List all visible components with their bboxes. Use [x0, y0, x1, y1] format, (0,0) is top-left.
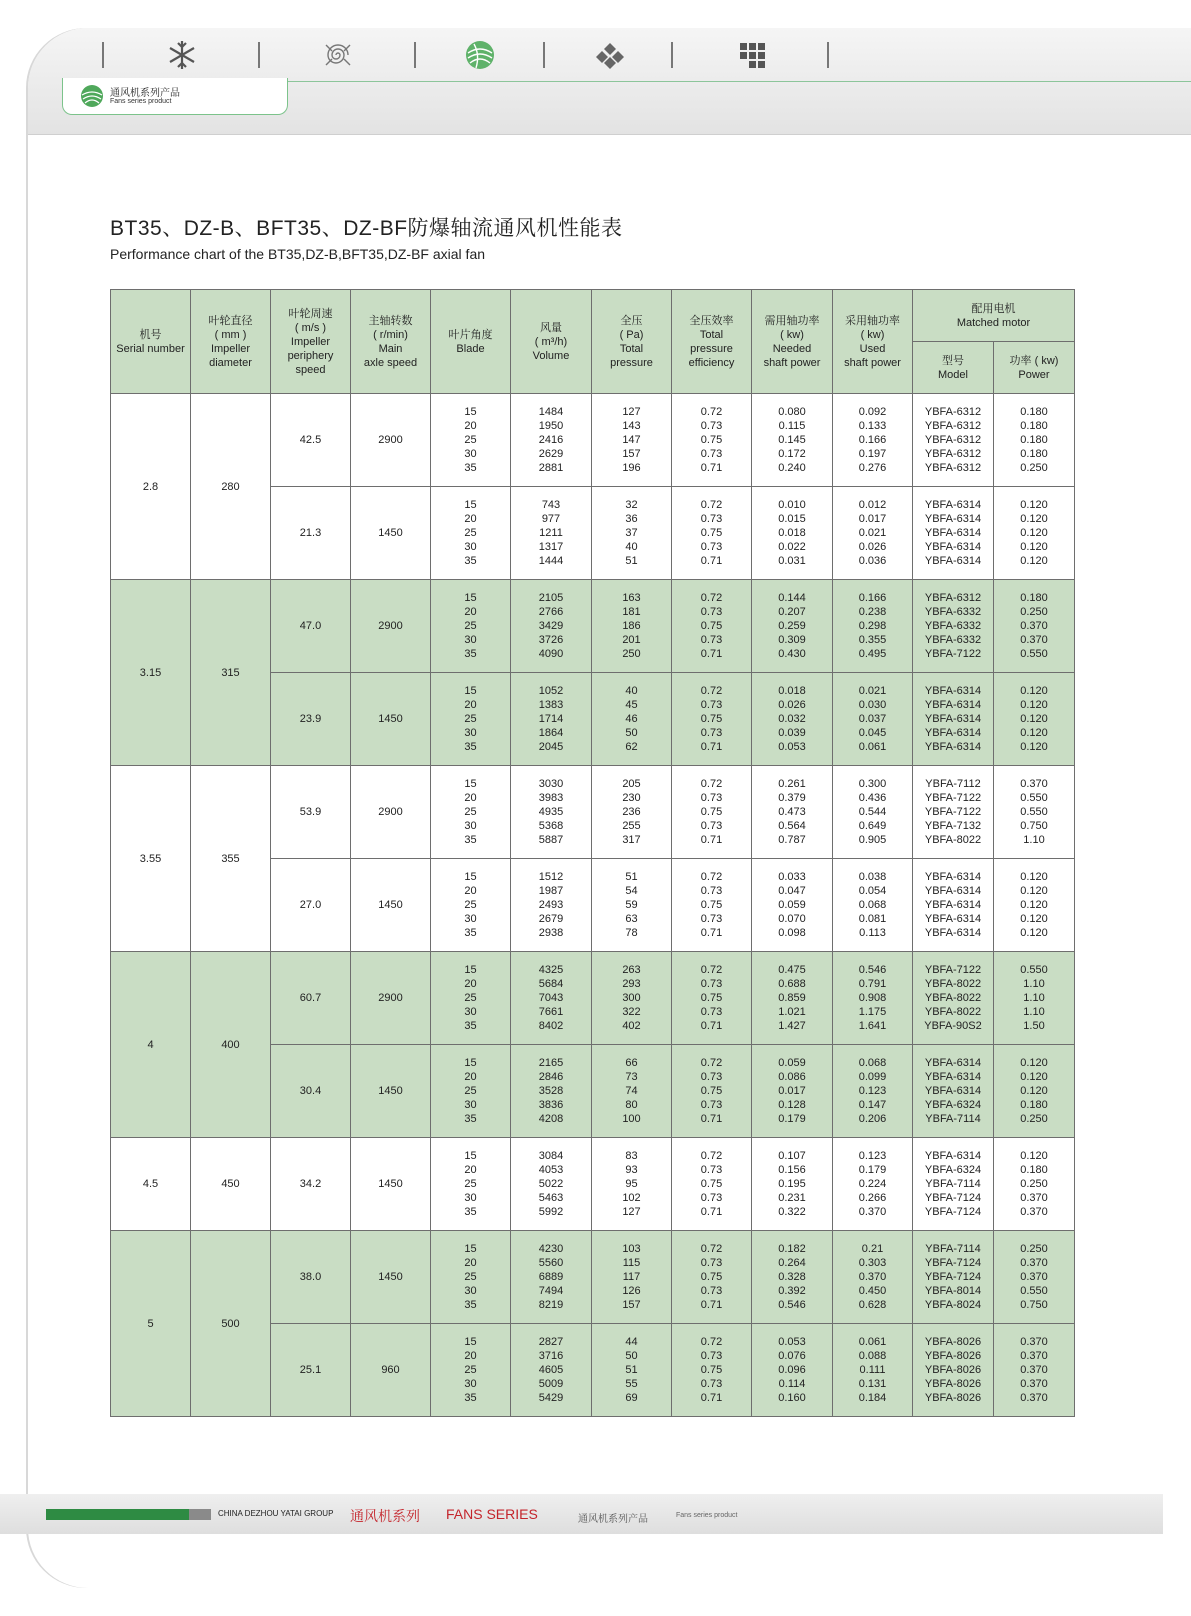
cell-efficiencies: [672, 859, 752, 952]
footer-group-name: CHINA DEZHOU YATAI GROUP: [218, 1509, 334, 1518]
cell-axle-speed-text: 1450: [378, 1085, 403, 1097]
cell-motor-models: [913, 580, 994, 673]
cell-efficiencies-text: 0.72 0.73 0.75 0.73 0.71: [700, 964, 723, 1032]
cell-serial-number: 2.8: [111, 394, 191, 580]
cell-used-power-text: 0.546 0.791 0.908 1.175 1.641: [858, 964, 887, 1032]
cell-used-power-text: 0.123 0.179 0.224 0.266 0.370: [858, 1150, 887, 1218]
cell-axle-speed: [351, 1045, 431, 1138]
cell-axle-speed: [351, 952, 431, 1045]
table-row: [111, 580, 1075, 673]
cell-motor-powers: [994, 859, 1075, 952]
cell-periphery-speed-text: 27.0: [299, 899, 322, 911]
cell-impeller-diameter: 450: [191, 1138, 271, 1231]
cell-pressures: [592, 1231, 672, 1324]
cell-motor-powers-text: 0.180 0.250 0.370 0.370 0.550: [1020, 592, 1048, 660]
cell-needed-power: [752, 1324, 833, 1417]
spiral-icon: [321, 38, 355, 72]
footer-series-en: FANS SERIES: [446, 1506, 538, 1522]
cell-needed-power: [752, 580, 833, 673]
cell-axle-speed-text: 2900: [378, 434, 403, 446]
cell-blade-angles: [431, 1045, 511, 1138]
cell-periphery-speed-text: 23.9: [299, 713, 322, 725]
cell-pressures-text: 103 115 117 126 157: [622, 1243, 641, 1311]
cell-serial-number: 4: [111, 952, 191, 1138]
cell-efficiencies-text: 0.72 0.73 0.75 0.73 0.71: [700, 685, 723, 753]
cell-motor-models-text: YBFA-6314 YBFA-6314 YBFA-6314 YBFA-6324 YBFA-7114: [924, 1057, 982, 1125]
cell-blade-angles: [431, 580, 511, 673]
cell-motor-models: [913, 859, 994, 952]
cell-motor-models-text: YBFA-6314 YBFA-6324 YBFA-7114 YBFA-7124 YBFA-7124: [924, 1150, 982, 1218]
cell-motor-models: [913, 673, 994, 766]
cell-pressures-text: 51 54 59 63 78: [625, 871, 638, 939]
serial-group: [111, 580, 1075, 766]
cell-pressures: [592, 859, 672, 952]
cell-pressures-text: 40 45 46 50 62: [625, 685, 638, 753]
cell-motor-powers: [994, 1045, 1075, 1138]
cell-efficiencies: [672, 1045, 752, 1138]
cell-axle-speed: [351, 1138, 431, 1231]
cell-needed-power: [752, 487, 833, 580]
cell-impeller-diameter: 355: [191, 766, 271, 952]
cell-used-power-text: 0.068 0.099 0.123 0.147 0.206: [858, 1057, 887, 1125]
cell-periphery-speed-text: 34.2: [299, 1178, 322, 1190]
cell-used-power-text: 0.012 0.017 0.021 0.026 0.036: [858, 499, 887, 567]
cell-motor-models: [913, 1138, 994, 1231]
cell-axle-speed: [351, 1231, 431, 1324]
cell-needed-power-text: 0.010 0.015 0.018 0.022 0.031: [778, 499, 806, 567]
cell-periphery-speed-text: 21.3: [299, 527, 322, 539]
cell-serial-number: 3.55: [111, 766, 191, 952]
cell-motor-models-text: YBFA-7122 YBFA-8022 YBFA-8022 YBFA-8022 YBFA-90S2: [924, 964, 982, 1032]
cell-axle-speed-text: 2900: [378, 992, 403, 1004]
cell-impeller-diameter: 280: [191, 394, 271, 580]
header-separator: [102, 42, 104, 68]
cell-axle-speed: [351, 766, 431, 859]
cell-volumes-text: 743 977 1211 1317 1444: [538, 499, 564, 567]
cell-pressures: [592, 766, 672, 859]
cell-motor-models: [913, 394, 994, 487]
brand-name-en: Fans series product: [110, 98, 172, 105]
footer-gray-bar: [189, 1509, 211, 1520]
cell-needed-power-text: 0.059 0.086 0.017 0.128 0.179: [778, 1057, 806, 1125]
footer-green-bar: [46, 1509, 189, 1520]
cell-used-power-text: 0.038 0.054 0.068 0.081 0.113: [858, 871, 887, 939]
cell-periphery-speed: [271, 1045, 351, 1138]
cell-used-power-text: 0.092 0.133 0.166 0.197 0.276: [858, 406, 887, 474]
cell-needed-power-text: 0.033 0.047 0.059 0.070 0.098: [778, 871, 806, 939]
cell-motor-models-text: YBFA-6312 YBFA-6312 YBFA-6312 YBFA-6312 YBFA-6312: [924, 406, 982, 474]
cell-motor-powers: [994, 394, 1075, 487]
cell-pressures: [592, 394, 672, 487]
cell-needed-power: [752, 1231, 833, 1324]
cell-blade-angles: [431, 394, 511, 487]
cell-periphery-speed-text: 42.5: [299, 434, 322, 446]
cell-blade-angles-text: 15 20 25 30 35: [464, 1336, 477, 1404]
cell-serial-number: 3.15: [111, 580, 191, 766]
cell-volumes: [511, 673, 592, 766]
cell-used-power: [833, 859, 913, 952]
cell-motor-powers-text: 0.250 0.370 0.370 0.550 0.750: [1020, 1243, 1048, 1311]
header-separator: [543, 42, 545, 68]
header-motor-power: 功率 ( kw) Power: [994, 342, 1075, 394]
cell-motor-powers-text: 0.120 0.180 0.250 0.370 0.370: [1020, 1150, 1048, 1218]
cell-periphery-speed: [271, 952, 351, 1045]
cell-axle-speed-text: 1450: [378, 1178, 403, 1190]
header-serial-number: 机号 Serial number: [111, 290, 191, 394]
cell-periphery-speed: [271, 1138, 351, 1231]
snowflake-icon: [165, 38, 199, 72]
cell-used-power-text: 0.166 0.238 0.298 0.355 0.495: [858, 592, 887, 660]
cell-motor-models-text: YBFA-6314 YBFA-6314 YBFA-6314 YBFA-6314 YBFA-6314: [924, 499, 982, 567]
cell-axle-speed-text: 1450: [378, 899, 403, 911]
cell-motor-powers: [994, 1231, 1075, 1324]
cell-volumes-text: 4230 5560 6889 7494 8219: [538, 1243, 564, 1311]
serial-group: [111, 952, 1075, 1138]
cell-efficiencies-text: 0.72 0.73 0.75 0.73 0.71: [700, 778, 723, 846]
table-row: [111, 1138, 1075, 1231]
cell-volumes-text: 3030 3983 4935 5368 5887: [538, 778, 564, 846]
page-header: [28, 28, 1191, 135]
cell-volumes-text: 2105 2766 3429 3726 4090: [538, 592, 564, 660]
cell-motor-models-text: YBFA-6312 YBFA-6332 YBFA-6332 YBFA-6332 YBFA-7122: [924, 592, 982, 660]
cell-volumes: [511, 952, 592, 1045]
table-row: [111, 1231, 1075, 1324]
cell-efficiencies-text: 0.72 0.73 0.75 0.73 0.71: [700, 1150, 723, 1218]
cell-axle-speed: [351, 394, 431, 487]
cell-used-power: [833, 1045, 913, 1138]
header-separator: [414, 42, 416, 68]
cell-periphery-speed-text: 60.7: [299, 992, 322, 1004]
cell-axle-speed-text: 1450: [378, 713, 403, 725]
cell-pressures-text: 66 73 74 80 100: [622, 1057, 641, 1125]
cell-blade-angles: [431, 859, 511, 952]
cell-used-power-text: 0.061 0.088 0.111 0.131 0.184: [858, 1336, 887, 1404]
header-efficiency: 全压效率 Total pressure efficiency: [672, 290, 752, 394]
cell-motor-powers: [994, 580, 1075, 673]
cell-axle-speed-text: 2900: [378, 620, 403, 632]
cell-motor-powers-text: 0.120 0.120 0.120 0.180 0.250: [1020, 1057, 1048, 1125]
cell-motor-models: [913, 487, 994, 580]
cell-blade-angles-text: 15 20 25 30 35: [464, 1057, 477, 1125]
header-separator: [258, 42, 260, 68]
leaf-globe-icon: [463, 38, 497, 72]
cell-motor-powers: [994, 673, 1075, 766]
header-total-pressure: 全压 ( Pa) Total pressure: [592, 290, 672, 394]
brand-name-cn: 通风机系列产品: [110, 88, 180, 99]
cell-periphery-speed: [271, 859, 351, 952]
grid-tiles-icon: [735, 38, 769, 72]
cell-periphery-speed-text: 38.0: [299, 1271, 322, 1283]
cell-periphery-speed: [271, 673, 351, 766]
cell-motor-models: [913, 766, 994, 859]
cell-needed-power: [752, 952, 833, 1045]
cell-blade-angles: [431, 1231, 511, 1324]
cell-motor-powers: [994, 487, 1075, 580]
page-title: BT35、DZ-B、BFT35、DZ-BF防爆轴流通风机性能表: [110, 217, 623, 240]
cell-axle-speed-text: 1450: [378, 1271, 403, 1283]
cell-needed-power-text: 0.475 0.688 0.859 1.021 1.427: [778, 964, 806, 1032]
cell-used-power: [833, 952, 913, 1045]
cell-needed-power: [752, 673, 833, 766]
cell-efficiencies: [672, 1231, 752, 1324]
cell-axle-speed: [351, 580, 431, 673]
cell-serial-number: 4.5: [111, 1138, 191, 1231]
cell-motor-models-text: YBFA-8026 YBFA-8026 YBFA-8026 YBFA-8026 YBFA-8026: [924, 1336, 982, 1404]
cell-volumes: [511, 487, 592, 580]
cell-blade-angles: [431, 673, 511, 766]
cell-pressures: [592, 487, 672, 580]
cell-axle-speed-text: 960: [381, 1364, 400, 1376]
cell-motor-powers-text: 0.120 0.120 0.120 0.120 0.120: [1020, 685, 1048, 753]
cell-needed-power: [752, 1138, 833, 1231]
header-axle-speed: 主轴转数 ( r/min) Main axle speed: [351, 290, 431, 394]
cell-volumes: [511, 394, 592, 487]
header-matched-motor: 配用电机 Matched motor: [913, 290, 1075, 342]
cell-volumes-text: 2827 3716 4605 5009 5429: [538, 1336, 564, 1404]
cell-periphery-speed: [271, 1231, 351, 1324]
cell-motor-models-text: YBFA-6314 YBFA-6314 YBFA-6314 YBFA-6314 YBFA-6314: [924, 685, 982, 753]
header-separator: [827, 42, 829, 68]
cell-pressures-text: 205 230 236 255 317: [622, 778, 641, 846]
cell-blade-angles-text: 15 20 25 30 35: [464, 1243, 477, 1311]
cell-blade-angles-text: 15 20 25 30 35: [464, 964, 477, 1032]
cell-axle-speed: [351, 673, 431, 766]
serial-group: [111, 766, 1075, 952]
footer-product-cn: 通风机系列产品: [578, 1514, 648, 1525]
cell-used-power: [833, 1324, 913, 1417]
footer-series-cn: 通风机系列: [350, 1510, 420, 1525]
cell-motor-models-text: YBFA-7114 YBFA-7124 YBFA-7124 YBFA-8014 YBFA-8024: [924, 1243, 982, 1311]
cell-volumes-text: 4325 5684 7043 7661 8402: [538, 964, 564, 1032]
cell-axle-speed: [351, 859, 431, 952]
cell-motor-powers-text: 0.370 0.550 0.550 0.750 1.10: [1020, 778, 1048, 846]
cell-axle-speed-text: 2900: [378, 806, 403, 818]
cell-motor-models-text: YBFA-6314 YBFA-6314 YBFA-6314 YBFA-6314 YBFA-6314: [924, 871, 982, 939]
cell-efficiencies-text: 0.72 0.73 0.75 0.73 0.71: [700, 406, 723, 474]
table-row: [111, 952, 1075, 1045]
cell-axle-speed-text: 1450: [378, 527, 403, 539]
cell-motor-powers-text: 0.180 0.180 0.180 0.180 0.250: [1020, 406, 1048, 474]
pinecone-icon: [593, 38, 627, 72]
cell-motor-powers: [994, 1138, 1075, 1231]
cell-motor-powers-text: 0.120 0.120 0.120 0.120 0.120: [1020, 499, 1048, 567]
cell-pressures: [592, 580, 672, 673]
table-row: [111, 766, 1075, 859]
cell-efficiencies-text: 0.72 0.73 0.75 0.73 0.71: [700, 592, 723, 660]
cell-impeller-diameter: 400: [191, 952, 271, 1138]
cell-used-power: [833, 580, 913, 673]
cell-needed-power-text: 0.261 0.379 0.473 0.564 0.787: [778, 778, 806, 846]
brand-logo-icon: [80, 84, 104, 108]
header-used-power: 采用轴功率 ( kw) Used shaft power: [833, 290, 913, 394]
cell-motor-powers: [994, 766, 1075, 859]
cell-blade-angles-text: 15 20 25 30 35: [464, 592, 477, 660]
cell-pressures: [592, 1045, 672, 1138]
cell-blade-angles-text: 15 20 25 30 35: [464, 871, 477, 939]
cell-blade-angles-text: 15 20 25 30 35: [464, 406, 477, 474]
cell-pressures: [592, 1138, 672, 1231]
cell-needed-power-text: 0.080 0.115 0.145 0.172 0.240: [778, 406, 806, 474]
cell-pressures: [592, 673, 672, 766]
cell-impeller-diameter: 315: [191, 580, 271, 766]
cell-periphery-speed-text: 47.0: [299, 620, 322, 632]
cell-efficiencies-text: 0.72 0.73 0.75 0.73 0.71: [700, 1336, 723, 1404]
cell-blade-angles: [431, 766, 511, 859]
cell-used-power: [833, 487, 913, 580]
cell-efficiencies: [672, 580, 752, 673]
header-needed-power: 需用轴功率 ( kw) Needed shaft power: [752, 290, 833, 394]
cell-impeller-diameter: 500: [191, 1231, 271, 1417]
cell-motor-models-text: YBFA-7112 YBFA-7122 YBFA-7122 YBFA-7132 YBFA-8022: [924, 778, 982, 846]
cell-used-power-text: 0.021 0.030 0.037 0.045 0.061: [858, 685, 887, 753]
cell-motor-models: [913, 1231, 994, 1324]
cell-volumes-text: 2165 2846 3528 3836 4208: [538, 1057, 564, 1125]
header-volume: 风量 ( m³/h) Volume: [511, 290, 592, 394]
cell-motor-powers: [994, 952, 1075, 1045]
cell-volumes: [511, 1324, 592, 1417]
cell-used-power: [833, 394, 913, 487]
cell-motor-powers-text: 0.550 1.10 1.10 1.10 1.50: [1020, 964, 1048, 1032]
cell-pressures: [592, 952, 672, 1045]
cell-pressures-text: 44 50 51 55 69: [625, 1336, 638, 1404]
cell-efficiencies-text: 0.72 0.73 0.75 0.73 0.71: [700, 1057, 723, 1125]
performance-table: [110, 289, 1075, 1417]
page-footer: [0, 1466, 1163, 1560]
cell-volumes-text: 1484 1950 2416 2629 2881: [538, 406, 564, 474]
cell-efficiencies: [672, 394, 752, 487]
cell-efficiencies: [672, 673, 752, 766]
cell-efficiencies-text: 0.72 0.73 0.75 0.73 0.71: [700, 499, 723, 567]
header-separator: [671, 42, 673, 68]
cell-used-power-text: 0.21 0.303 0.370 0.450 0.628: [858, 1243, 887, 1311]
cell-pressures: [592, 1324, 672, 1417]
table-row: [111, 394, 1075, 487]
cell-used-power: [833, 766, 913, 859]
serial-group: [111, 1138, 1075, 1231]
cell-efficiencies: [672, 1138, 752, 1231]
cell-motor-powers-text: 0.370 0.370 0.370 0.370 0.370: [1020, 1336, 1048, 1404]
cell-used-power: [833, 673, 913, 766]
cell-periphery-speed: [271, 394, 351, 487]
cell-efficiencies: [672, 952, 752, 1045]
cell-used-power: [833, 1138, 913, 1231]
cell-pressures-text: 127 143 147 157 196: [622, 406, 641, 474]
cell-needed-power-text: 0.018 0.026 0.032 0.039 0.053: [778, 685, 806, 753]
cell-volumes: [511, 1138, 592, 1231]
cell-volumes-text: 3084 4053 5022 5463 5992: [538, 1150, 564, 1218]
cell-motor-models: [913, 1045, 994, 1138]
cell-motor-models: [913, 952, 994, 1045]
cell-pressures-text: 32 36 37 40 51: [625, 499, 638, 567]
cell-needed-power-text: 0.182 0.264 0.328 0.392 0.546: [778, 1243, 806, 1311]
page-subtitle: Performance chart of the BT35,DZ-B,BFT35,DZ-BF axial fan: [110, 246, 486, 262]
cell-axle-speed: [351, 487, 431, 580]
footer-product-en: Fans series product: [676, 1512, 738, 1519]
cell-volumes: [511, 1231, 592, 1324]
cell-efficiencies-text: 0.72 0.73 0.75 0.73 0.71: [700, 1243, 723, 1311]
cell-motor-powers: [994, 1324, 1075, 1417]
cell-blade-angles: [431, 1324, 511, 1417]
cell-needed-power-text: 0.144 0.207 0.259 0.309 0.430: [778, 592, 806, 660]
cell-volumes: [511, 580, 592, 673]
cell-blade-angles-text: 15 20 25 30 35: [464, 778, 477, 846]
cell-periphery-speed: [271, 1324, 351, 1417]
cell-efficiencies: [672, 766, 752, 859]
header-blade-angle: 叶片角度 Blade: [431, 290, 511, 394]
header-rule: [288, 81, 1191, 82]
cell-serial-number: 5: [111, 1231, 191, 1417]
cell-efficiencies: [672, 1324, 752, 1417]
cell-periphery-speed: [271, 766, 351, 859]
cell-volumes: [511, 859, 592, 952]
cell-blade-angles-text: 15 20 25 30 35: [464, 685, 477, 753]
serial-group: [111, 1231, 1075, 1417]
cell-efficiencies-text: 0.72 0.73 0.75 0.73 0.71: [700, 871, 723, 939]
serial-group: [111, 394, 1075, 580]
cell-axle-speed: [351, 1324, 431, 1417]
cell-volumes: [511, 766, 592, 859]
table-header: [111, 290, 1075, 394]
cell-needed-power-text: 0.107 0.156 0.195 0.231 0.322: [778, 1150, 806, 1218]
cell-blade-angles: [431, 487, 511, 580]
cell-periphery-speed-text: 53.9: [299, 806, 322, 818]
cell-needed-power: [752, 766, 833, 859]
cell-used-power: [833, 1231, 913, 1324]
cell-used-power-text: 0.300 0.436 0.544 0.649 0.905: [858, 778, 887, 846]
cell-blade-angles-text: 15 20 25 30 35: [464, 1150, 477, 1218]
cell-blade-angles-text: 15 20 25 30 35: [464, 499, 477, 567]
cell-pressures-text: 263 293 300 322 402: [622, 964, 641, 1032]
cell-pressures-text: 163 181 186 201 250: [622, 592, 641, 660]
cell-periphery-speed-text: 25.1: [299, 1364, 322, 1376]
header-periphery-speed: 叶轮周速 ( m/s ) Impeller periphery speed: [271, 290, 351, 394]
cell-volumes: [511, 1045, 592, 1138]
cell-needed-power: [752, 1045, 833, 1138]
cell-needed-power-text: 0.053 0.076 0.096 0.114 0.160: [778, 1336, 806, 1404]
cell-motor-powers-text: 0.120 0.120 0.120 0.120 0.120: [1020, 871, 1048, 939]
cell-volumes-text: 1052 1383 1714 1864 2045: [538, 685, 564, 753]
cell-efficiencies: [672, 487, 752, 580]
cell-periphery-speed: [271, 487, 351, 580]
cell-needed-power: [752, 394, 833, 487]
header-motor-model: 型号 Model: [913, 342, 994, 394]
cell-periphery-speed: [271, 580, 351, 673]
cell-blade-angles: [431, 952, 511, 1045]
cell-needed-power: [752, 859, 833, 952]
header-impeller-diameter: 叶轮直径 ( mm ) Impeller diameter: [191, 290, 271, 394]
cell-periphery-speed-text: 30.4: [299, 1085, 322, 1097]
cell-volumes-text: 1512 1987 2493 2679 2938: [538, 871, 564, 939]
cell-pressures-text: 83 93 95 102 127: [622, 1150, 641, 1218]
cell-motor-models: [913, 1324, 994, 1417]
cell-blade-angles: [431, 1138, 511, 1231]
